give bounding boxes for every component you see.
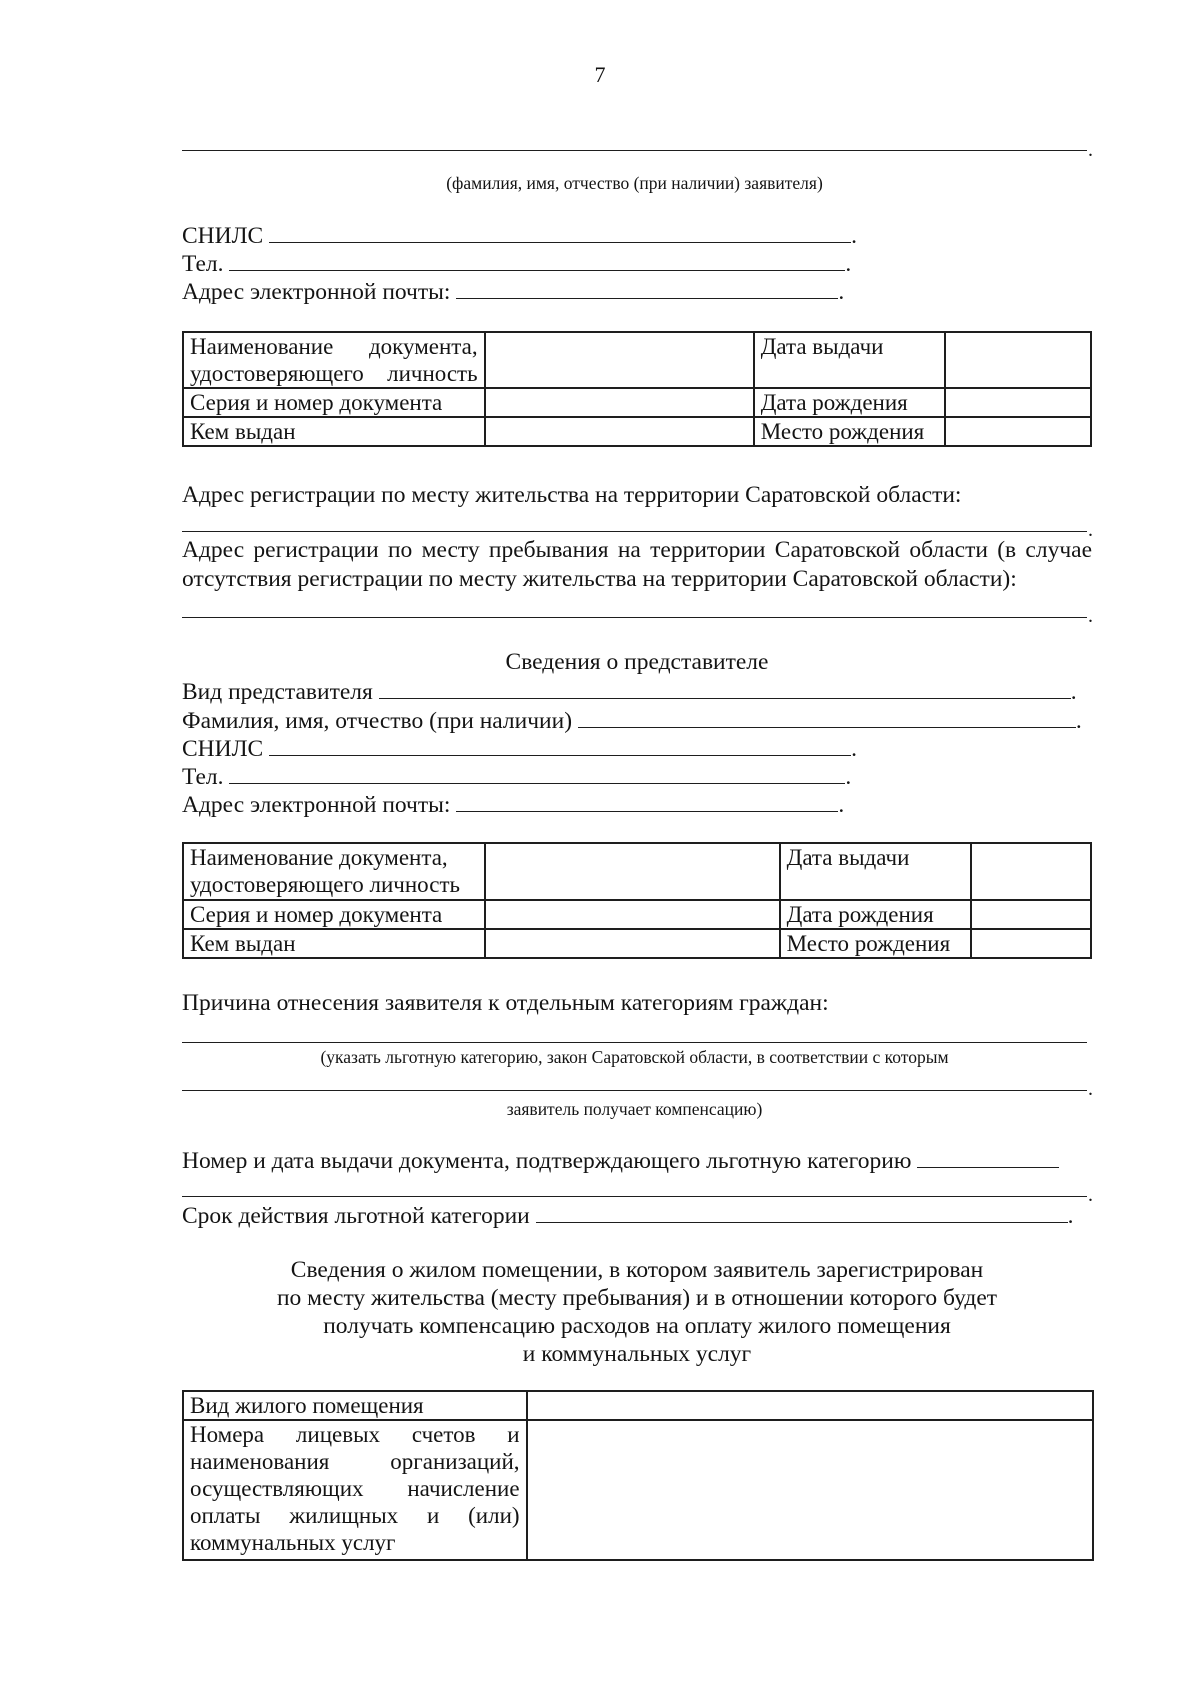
id-birth-date-label: Дата рождения — [780, 900, 972, 929]
housing-accounts-value[interactable] — [527, 1420, 1093, 1560]
id-issue-date-value[interactable] — [945, 332, 1091, 388]
residence-address-line[interactable] — [182, 531, 1087, 532]
email-input-line[interactable] — [456, 276, 838, 299]
id-issued-by-label: Кем выдан — [183, 417, 485, 446]
applicant-snils-field: СНИЛС . — [182, 220, 857, 250]
id-issued-by-value[interactable] — [485, 417, 754, 446]
applicant-name-line[interactable] — [182, 150, 1087, 151]
rep-phone-field: Тел. . — [182, 761, 851, 791]
id-birth-place-value[interactable] — [945, 417, 1091, 446]
id-birth-date-value[interactable] — [971, 900, 1091, 929]
rep-email-field: Адрес электронной почты: . — [182, 789, 844, 819]
housing-type-label: Вид жилого помещения — [183, 1391, 527, 1420]
applicant-name-caption: (фамилия, имя, отчество (при наличии) заявителя) — [446, 173, 823, 193]
id-issued-by-label: Кем выдан — [183, 929, 485, 958]
rep-type-input-line[interactable] — [379, 676, 1071, 699]
housing-type-value[interactable] — [527, 1391, 1093, 1420]
email-label: Адрес электронной почты: — [182, 279, 451, 305]
id-series-value[interactable] — [485, 900, 780, 929]
rep-type-field: Вид представителя . — [182, 676, 1077, 706]
applicant-phone-field: Тел. . — [182, 248, 851, 278]
snils-input-line[interactable] — [269, 220, 851, 243]
housing-heading-line: по месту жительства (месту пребывания) и в отношении которого будет — [276, 1285, 998, 1311]
id-birth-place-label: Место рождения — [780, 929, 972, 958]
residence-address-label: Адрес регистрации по месту жительства на территории Саратовской области: — [182, 482, 962, 508]
category-line-1[interactable] — [182, 1042, 1087, 1043]
page-number: 7 — [594, 62, 606, 87]
line-end-dot: . — [1088, 1078, 1093, 1100]
id-series-value[interactable] — [485, 388, 754, 417]
id-series-label: Серия и номер документа — [183, 388, 485, 417]
category-line-2[interactable] — [182, 1090, 1087, 1091]
applicant-id-table — [182, 331, 1092, 447]
id-birth-place-label: Место рождения — [754, 417, 946, 446]
id-birth-date-value[interactable] — [945, 388, 1091, 417]
line-end-dot: . — [1088, 139, 1093, 161]
snils-label: СНИЛС — [182, 223, 264, 249]
line-end-dot: . — [1088, 605, 1093, 627]
phone-input-line[interactable] — [229, 761, 845, 784]
category-doc-label: Номер и дата выдачи документа, подтверждающего льготную категорию — [182, 1148, 912, 1174]
housing-heading-line: и коммунальных услуг — [522, 1341, 752, 1367]
phone-label: Тел. — [182, 764, 224, 790]
id-issue-date-label: Дата выдачи — [780, 843, 972, 900]
email-input-line[interactable] — [456, 789, 838, 812]
housing-heading-line: получать компенсацию расходов на оплату жилого помещения — [323, 1313, 951, 1339]
id-doc-name-value[interactable] — [485, 332, 754, 388]
category-term-label: Срок действия льготной категории — [182, 1203, 530, 1229]
housing-accounts-label: Номера лицевых счетов и наименования организаций, осуществляющих начисление оплаты жилищных и (или) коммунальных услуг — [183, 1420, 527, 1560]
id-doc-name-label: Наименование документа, удостоверяющего личность — [183, 843, 485, 900]
id-doc-name-value[interactable] — [485, 843, 780, 900]
stay-address-label: Адрес регистрации по месту пребывания на территории Саратовской области (в случае отсутствия регистрации по месту жительства на территории Саратовской области): — [182, 537, 1092, 592]
representative-heading: Сведения о представителе — [505, 649, 769, 675]
housing-table — [182, 1390, 1094, 1561]
representative-id-table — [182, 842, 1092, 959]
phone-label: Тел. — [182, 251, 224, 277]
snils-label: СНИЛС — [182, 736, 264, 762]
category-doc-line-2[interactable] — [182, 1196, 1087, 1197]
id-birth-date-label: Дата рождения — [754, 388, 946, 417]
email-label: Адрес электронной почты: — [182, 792, 451, 818]
id-birth-place-value[interactable] — [971, 929, 1091, 958]
phone-input-line[interactable] — [229, 248, 845, 271]
housing-heading-line: Сведения о жилом помещении, в котором заявитель зарегистрирован — [290, 1257, 984, 1283]
rep-name-field: Фамилия, имя, отчество (при наличии) . — [182, 705, 1082, 735]
category-caption-2: заявитель получает компенсацию) — [506, 1099, 763, 1119]
rep-name-input-line[interactable] — [578, 705, 1076, 728]
id-issue-date-label: Дата выдачи — [754, 332, 946, 388]
category-doc-field — [182, 1145, 1059, 1175]
category-term-input-line[interactable] — [536, 1200, 1068, 1223]
line-end-dot: . — [1088, 1184, 1093, 1206]
stay-address-line[interactable] — [182, 617, 1087, 618]
housing-heading — [182, 1256, 1092, 1368]
category-term-field: Срок действия льготной категории . — [182, 1200, 1074, 1230]
category-reason-label: Причина отнесения заявителя к отдельным категориям граждан: — [182, 990, 829, 1016]
snils-input-line[interactable] — [269, 733, 851, 756]
line-end-dot: . — [1088, 519, 1093, 541]
id-issued-by-value[interactable] — [485, 929, 780, 958]
applicant-email-field: Адрес электронной почты: . — [182, 276, 844, 306]
id-series-label: Серия и номер документа — [183, 900, 485, 929]
category-doc-input-line[interactable] — [917, 1145, 1059, 1168]
rep-name-label: Фамилия, имя, отчество (при наличии) — [182, 708, 573, 734]
category-caption-1: (указать льготную категорию, закон Саратовской области, в соответствии с которым — [320, 1047, 949, 1067]
id-issue-date-value[interactable] — [971, 843, 1091, 900]
rep-type-label: Вид представителя — [182, 679, 373, 705]
id-doc-name-label: Наименование документа, удостоверяющего личность — [183, 332, 485, 388]
rep-snils-field: СНИЛС . — [182, 733, 857, 763]
